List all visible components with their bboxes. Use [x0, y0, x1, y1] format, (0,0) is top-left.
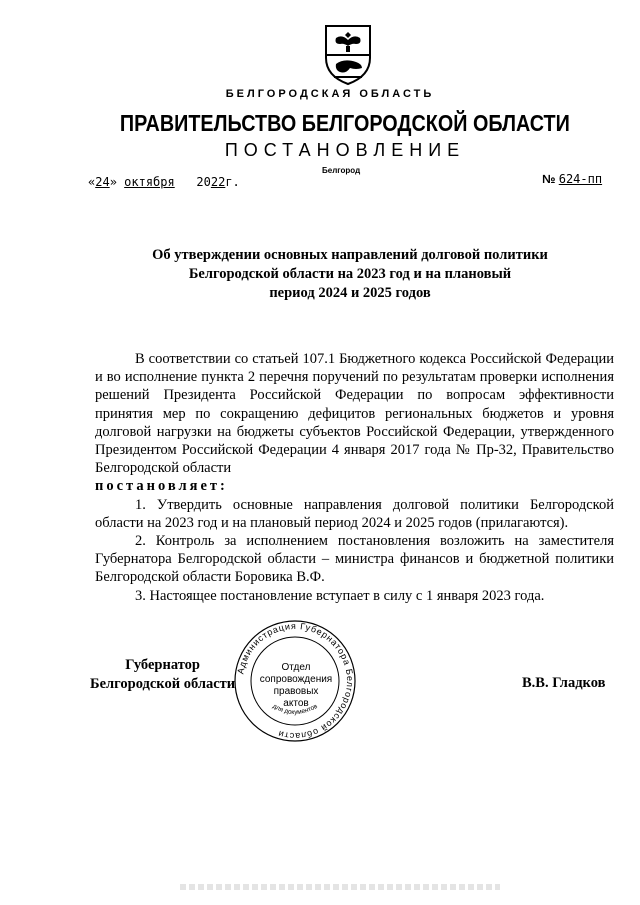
stamp-bottom-text: для документов	[271, 702, 319, 717]
title-line: Об утверждении основных направлений долговой политики	[152, 247, 548, 263]
signatory-name: В.В. Гладков	[522, 675, 606, 691]
item-1: 1. Утвердить основные направления долговой политики Белгородской области на 2023 год и на плановый период 2024 и 2025 годов (прилагаются).	[95, 496, 614, 531]
signatory-position	[90, 656, 235, 694]
date-open-quote: «	[88, 175, 96, 189]
date-day: 24	[95, 175, 110, 189]
item-3: 3. Настоящее постановление вступает в силу с 1 января 2023 года.	[135, 587, 545, 604]
region-heading: БЕЛГОРОДСКАЯ ОБЛАСТЬ	[225, 88, 435, 100]
resolves-keyword: постановляет:	[95, 478, 228, 495]
coat-of-arms-emblem	[322, 24, 374, 86]
document-date	[88, 175, 240, 189]
stamp-line: актов	[283, 698, 309, 709]
document-number	[542, 172, 602, 186]
title-line: период 2024 и 2025 годов	[269, 285, 431, 301]
date-year-abbr: г.	[225, 175, 240, 189]
date-year-prefix: 20	[196, 175, 211, 189]
position-line: Белгородской области	[90, 676, 236, 692]
position-line: Губернатор	[125, 657, 200, 673]
government-heading: ПРАВИТЕЛЬСТВО БЕЛГОРОДСКОЙ ОБЛАСТИ	[119, 110, 570, 136]
preamble-paragraph: В соответствии со статьей 107.1 Бюджетного кодекса Российской Федерации и во исполнение пункта 2 перечня поручений по результатам проверки исполнения решений Президента Российской Федерации по вопросам эффективности принятия мер по сокращению дефицитов региональных бюджетов и уровня долговой нагрузки на бюджеты субъектов Российской Федерации, утвержденного Президентом Российской Федерации 4 января 2017 года № Пр-32, Правительство Белгородской области	[95, 351, 614, 477]
title-line: Белгородской области на 2023 год и на плановый	[188, 266, 512, 282]
city-label: Белгород	[322, 166, 361, 175]
document-title	[130, 246, 570, 303]
date-year-suffix: 22	[210, 175, 226, 189]
number-label: №	[542, 172, 556, 186]
date-close-quote: »	[109, 175, 117, 189]
item-2: 2. Контроль за исполнением постановления возложить на заместителя Губернатора Белгородской области – министра финансов и бюджетной политики Белгородской области Боровика В.Ф.	[95, 533, 614, 586]
stamp-line: Отдел	[281, 662, 311, 673]
stamp-ring-text: Администрация Губернатора Белгородской области	[235, 620, 356, 742]
number-value: 624-пп	[558, 172, 603, 186]
stamp-line: правовых	[273, 686, 319, 697]
scan-artifact	[180, 884, 500, 890]
document-body	[95, 350, 614, 605]
stamp-line: сопровождения	[259, 674, 333, 685]
date-month: октября	[124, 175, 175, 189]
document-type: ПОСТАНОВЛЕНИЕ	[224, 140, 466, 160]
stamp-inner-text	[258, 662, 334, 710]
